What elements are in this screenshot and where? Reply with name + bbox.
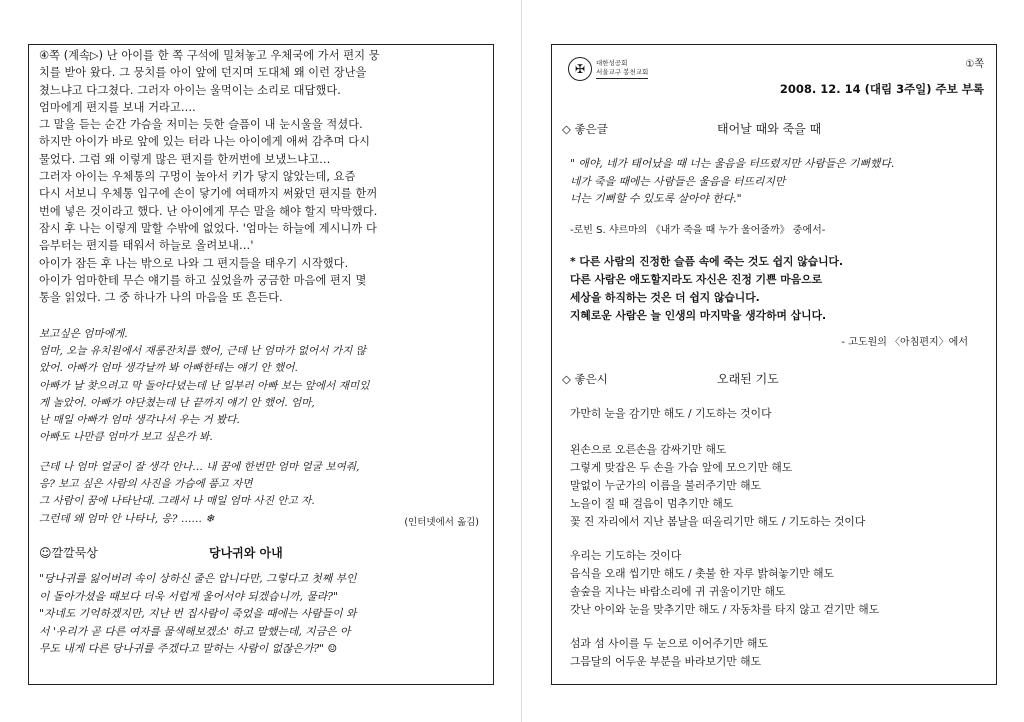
humor-label: ☺깔깔묵상 (39, 546, 98, 560)
poem-stanza-1: 가만히 눈을 감기만 해도 / 기도하는 것이다 (570, 407, 772, 420)
story-text: ④쪽 (계속▷) 난 아이를 한 쪽 구석에 밀쳐놓고 우체국에 가서 편지 뭉 치를 받아 왔다. 그 뭉치를 아이 앞에 던지며 도대체 왜 이런 장난을 쳤느냐고 다그쳤다. 그러자 아이는 울먹이는 소리로 대답했다. 엄마에게 편지를 보내 거라고…. 그 말을 듣는 순간 가슴을 저미는 듯한 슬픔이 내 눈시울을 적셨다. 하지만 아이가 바로 앞에 있는 터라 나는 아이에게 애써 감추며 다시 물었다. 그럼 왜 이렇게 많은 편지를 한꺼번에 보냈느냐고… 그러자 아이는 우체통의 구멍이 높아서 키가 닿지 않았는데, 요즘 다시 서보니 우체통 입구에 손이 닿기에 여태까지 써왔던 편지를 한꺼 번에 넣은 것이라고 했다. 난 아이에게 무슨 말을 해야 할지 막막했다. 잠시 후 나는 이렇게 말할 수밖에 없었다. '엄마는 하늘에 계시니까 다 음부터는 편지를 태워서 하늘로 올려보내…' 아이가 잠든 후 나는 밖으로 나와 그 편지들을 태우기 시작했다. 아이가 엄마한테 무슨 얘기를 하고 싶었을까 궁금한 마음에 편지 몇 통을 읽었다. 그 중 하나가 나의 마음을 또 흔든다. (39, 49, 380, 305)
logo-line-2: 서울교구 봉천교회 (596, 68, 649, 76)
logo-line-1: 대한성공회 (596, 59, 628, 67)
section1-text: * 다른 사람의 진정한 슬픔 속에 죽는 것도 쉽지 않습니다. 다른 사람은 애도할지라도 자신은 진정 기쁜 마음으로 세상을 하직하는 것은 더 쉽지 않습니다. 지혜로운 사람은 늘 인생의 마지막을 생각하며 삽니다. (570, 255, 844, 322)
poem-stanza-3: 우리는 기도하는 것이다 음식을 오래 씹기만 해도 / 촛불 한 자루 밝혀놓기만 해도 솔숲을 지나는 바람소리에 귀 귀울이기만 해도 갓난 아이와 눈을 맞추기만 해도 / 자동차를 타지 않고 걷기만 해도 (570, 549, 880, 616)
humor-text: "당나귀를 잃어버려 속이 상하신 줄은 압니다만, 그렇다고 첫째 부인 이 돌아가셨을 때보다 더욱 서럽게 울어서야 되겠습니까, 물라?" "자네도 기억하겠지만, 지난 번 집사람이 죽었을 때에는 사람들이 와 서 '우리가 곧 다른 여자를 물색해보겠소' 하고 말했는데, 지금은 아 무도 내게 다른 당나귀를 주겠다고 말하는 사람이 없잖은가?" ☺ (39, 572, 357, 655)
section1-title: 태어날 때와 죽을 때 (717, 122, 822, 136)
bulletin-date: 2008. 12. 14 (대림 3주일) 주보 부록 (779, 82, 984, 96)
section2-title: 오래된 기도 (717, 372, 779, 386)
left-page (28, 44, 494, 685)
story-source: (인터넷에서 옮김) (404, 517, 479, 528)
section1-label: ◇ 좋은글 (562, 122, 608, 136)
child-letter-part1: 보고싶은 엄마에게. 엄마, 오늘 유치원에서 재롱잔치를 했어, 근데 난 엄마가 없어서 가지 않 았어. 아빠가 엄마 생각날까 봐 아빠한테는 얘기 안 했어. 아빠가 날 찾으려고 막 돌아다녔는데 난 일부러 아빠 보는 앞에서 재미있 게 놀았어. 아빠가 야단쳤는데 난 끝까지 얘기 안 했어. 엄마, 난 매일 아빠가 엄마 생각나서 우는 거 봤다. 아빠도 나만큼 엄마가 보고 싶은가 봐. (39, 328, 370, 444)
section1-citation: -로빈 S. 샤르마의 《내가 죽을 때 누가 울어줄까》 중에서- (570, 225, 826, 236)
right-page (551, 44, 997, 685)
section1-source: - 고도원의 〈아침편지〉에서 (841, 337, 968, 348)
cross-seal-icon: ✠ (568, 57, 592, 81)
section2-label: ◇ 좋은시 (562, 372, 608, 386)
page-number: ①쪽 (965, 59, 984, 70)
child-letter-part2: 근데 나 엄마 얼굴이 잘 생각 안나… 내 꿈에 한번만 엄마 얼굴 보여줘, 응? 보고 싶은 사람의 사진을 가슴에 품고 자면 그 사람이 꿈에 나타난대. 그래서 나 매일 엄마 사진 안고 자. 그런데 왜 엄마 안 나타나, 응? …… ❄ (39, 461, 360, 525)
section1-quote: " 애야, 네가 태어났을 때 너는 울음을 터뜨렸지만 사람들은 기뻐했다. 네가 죽을 때에는 사람들은 울음을 터뜨리지만 너는 기뻐할 수 있도록 살아야 한다." (570, 157, 895, 205)
poem-stanza-4: 섬과 섬 사이를 두 눈으로 이어주기만 해도 그믐달의 어두운 부분을 바라보기만 해도 (570, 637, 768, 668)
humor-title: 당나귀와 아내 (209, 546, 283, 560)
poem-stanza-2: 왼손으로 오른손을 감싸기만 해도 그렇게 맞잡은 두 손을 가슴 앞에 모으기만 해도 말없이 누군가의 이름을 불러주기만 해도 노을이 질 때 걸음이 멈추기만 해도 꽃 진 자리에서 지난 봄날을 떠올리기만 해도 / 기도하는 것이다 (570, 443, 866, 528)
page-fold (521, 0, 522, 722)
church-logo (568, 57, 648, 81)
